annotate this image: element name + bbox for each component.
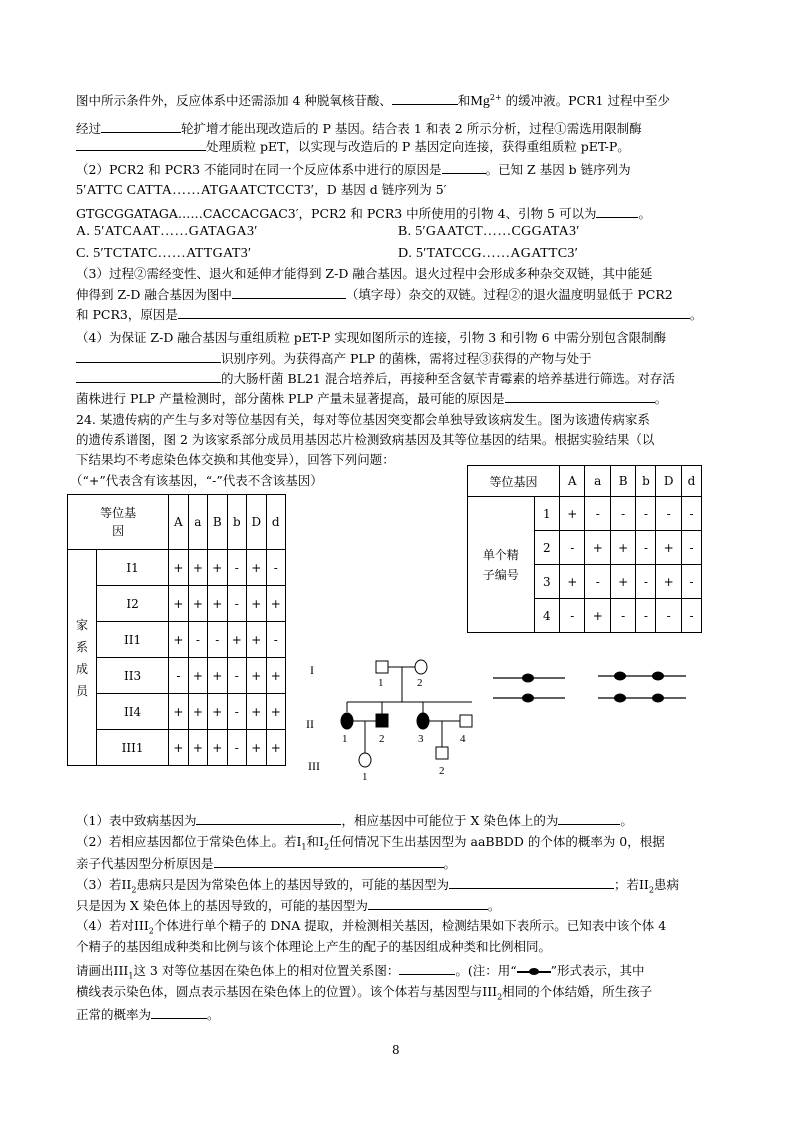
member-number: 1 — [362, 771, 368, 780]
sperm-id: 4 — [534, 599, 559, 633]
pedigree-diagram — [300, 650, 490, 780]
answer-blank — [232, 286, 346, 299]
text: 任何情况下生出基因型为 aaBBDD 的个体的概率为 0，根据 — [329, 834, 665, 849]
text: 。 — [638, 206, 651, 221]
female-unaffected — [359, 753, 371, 767]
sperm-label: 单个精 子编号 — [468, 497, 535, 633]
cell: + — [188, 730, 207, 766]
cell: - — [227, 694, 246, 730]
cell: + — [169, 694, 188, 730]
cell: - — [681, 599, 701, 633]
member-label: III1 — [97, 730, 169, 766]
cell: + — [188, 550, 207, 586]
cell: - — [681, 565, 701, 599]
cell: - — [636, 565, 656, 599]
chromosome-symbol-icon — [517, 967, 551, 977]
member-number: 2 — [417, 677, 423, 689]
option-a: A. 5′ATCAAT……GATAGA3′ — [76, 224, 258, 239]
text: 相同的个体结婚，所生孩子 — [502, 984, 653, 999]
member-number: 4 — [460, 733, 466, 745]
cell: - — [560, 599, 585, 633]
male-unaffected — [460, 715, 472, 727]
cell: + — [169, 586, 188, 622]
cell: + — [227, 622, 246, 658]
gen-label: I — [310, 663, 314, 677]
text: 经过 — [76, 121, 102, 136]
cell: - — [266, 550, 286, 586]
text-line — [76, 962, 645, 985]
member-label: II3 — [97, 658, 169, 694]
cell: + — [247, 730, 266, 766]
answer-blank — [214, 855, 444, 868]
cell: + — [208, 694, 227, 730]
cell: - — [636, 599, 656, 633]
text-line: （3）过程②需经变性、退火和延伸才能得到 Z-D 融合基因。退火过程中会形成多种杂交双链，其中能延 — [76, 266, 653, 281]
text-line: （4）为保证 Z-D 融合基因与重组质粒 pET-P 实现如图所示的连接，引物 3 和引物 6 中需分别包含限制酶 — [76, 330, 667, 345]
text: （2）若相应基因都位于常染色体上。若I — [76, 834, 302, 849]
text: 的大肠杆菌 BL21 混合培养后，再接种至含氨苄青霉素的培养基进行筛选。对存活 — [221, 371, 675, 386]
gene-dot — [522, 694, 534, 703]
page-number: 8 — [392, 1043, 400, 1057]
gene-dot — [652, 672, 664, 681]
text: 和 — [457, 93, 471, 109]
header-text: 等位基 — [100, 506, 137, 520]
cell: + — [610, 565, 635, 599]
text: （1）表中致病基因为 — [76, 813, 197, 828]
cell: - — [227, 550, 246, 586]
cell: + — [610, 531, 635, 565]
female-unaffected — [415, 660, 427, 674]
gene-dot — [652, 694, 664, 703]
member-number: 3 — [418, 733, 424, 745]
text: Mg — [470, 94, 490, 110]
cell: + — [247, 622, 266, 658]
text: （填字母）杂交的双链。过程②的退火温度明显低于 PCR2 — [345, 287, 673, 302]
cell: - — [656, 599, 681, 633]
text: 和I — [306, 834, 324, 849]
cell: + — [247, 550, 266, 586]
text-line: 的遗传系谱图，图 2 为该家系部分成员用基因芯片检测致病基因及其等位基因的结果。根据实验结果（以 — [76, 432, 655, 447]
text: ”形式表示，其中 — [550, 963, 645, 978]
superscript: 2+ — [489, 93, 502, 102]
subscript: 2 — [648, 885, 654, 895]
text: 个体进行单个精子的 DNA 提取，并检测相关基因，检测结果如下表所示。已知表中该个体 4 — [153, 918, 667, 933]
subscript: 1 — [301, 842, 307, 852]
cell: + — [560, 497, 585, 531]
member-label: II1 — [97, 622, 169, 658]
text-line — [76, 90, 670, 110]
cell: - — [585, 565, 610, 599]
cell: + — [169, 730, 188, 766]
cell: + — [208, 586, 227, 622]
text-line: 下结果均不考虑染色体交换和其他变异），回答下列问题： — [76, 452, 395, 467]
cell: + — [247, 658, 266, 694]
text: 伸得到 Z-D 融合基因为图中 — [76, 287, 232, 302]
answer-blank — [505, 390, 655, 403]
text: （3）若II — [76, 877, 132, 892]
member-number: 1 — [378, 677, 384, 689]
cell: - — [188, 622, 207, 658]
gene-header: d — [681, 466, 701, 497]
answer-blank — [76, 138, 206, 151]
text-line — [76, 390, 667, 407]
text: 患病只是因为常染色体上的基因导致的，可能的基因型为 — [136, 877, 449, 892]
answer-blank — [392, 92, 458, 105]
table-header — [68, 495, 169, 550]
text-line: 个精子的基因组成种类和比例与该个体理论上产生的配子的基因组成种类和比例相同。 — [76, 939, 552, 954]
cell: - — [208, 622, 227, 658]
cell: + — [560, 565, 585, 599]
option-c: C. 5′TCTATC……ATTGAT3′ — [76, 246, 252, 261]
subscript: 2 — [497, 992, 503, 1002]
gene-header: b — [227, 495, 246, 550]
cell: - — [656, 497, 681, 531]
subscript: 2 — [131, 885, 137, 895]
cell: + — [266, 658, 286, 694]
cell: + — [169, 550, 188, 586]
text-line — [76, 876, 679, 899]
gene-dot — [614, 672, 626, 681]
gene-dot — [614, 694, 626, 703]
option-d: D. 5′TATCCG……AGATTC3′ — [398, 246, 579, 261]
cell: - — [610, 497, 635, 531]
answer-blank — [76, 370, 221, 383]
cell: + — [247, 586, 266, 622]
answer-blank — [449, 876, 614, 889]
cell: - — [266, 622, 286, 658]
female-affected — [341, 713, 353, 729]
cell: + — [266, 586, 286, 622]
text: （2）PCR2 和 PCR3 不能同时在同一个反应体系中进行的原因是 — [76, 162, 442, 177]
text: 。 — [207, 1007, 220, 1022]
gene-header: A — [560, 466, 585, 497]
member-label: II4 — [97, 694, 169, 730]
cell: - — [585, 497, 610, 531]
text-line — [76, 205, 651, 222]
gene-header: d — [266, 495, 286, 550]
cell: - — [227, 730, 246, 766]
gene-header: D — [656, 466, 681, 497]
text: 和 PCR3，原因是 — [76, 307, 178, 322]
cell: - — [610, 599, 635, 633]
answer-blank — [558, 812, 620, 825]
member-label: I1 — [97, 550, 169, 586]
male-unaffected — [436, 747, 448, 759]
text-line — [76, 182, 447, 199]
table-header: 等位基因 — [468, 466, 560, 497]
text: 。 — [487, 898, 501, 913]
header-text: 因 — [112, 524, 125, 538]
text: ，相应基因中可能位于 X 染色体上的为 — [341, 813, 559, 828]
cell: + — [656, 531, 681, 565]
male-affected — [376, 714, 388, 727]
text: 。 — [620, 813, 633, 828]
text-line — [76, 812, 633, 829]
cell: + — [188, 586, 207, 622]
text: 正常的概率为 — [76, 1007, 152, 1022]
text: 识别序列。为获得高产 PLP 的菌株，需将过程③获得的产物与处于 — [221, 351, 592, 366]
text: 。(注：用“ — [455, 963, 517, 978]
text-line — [76, 306, 702, 323]
answer-blank — [151, 1006, 207, 1019]
text: 。 — [654, 391, 668, 406]
cell: - — [227, 586, 246, 622]
gene-header: B — [610, 466, 635, 497]
gen-label: II — [306, 717, 314, 731]
text-line: 24. 某遗传病的产生与多对等位基因有关，每对等位基因突变都会单独导致该病发生。图为该遗传病家系 — [76, 412, 650, 427]
answer-blank — [596, 205, 638, 218]
cell: - — [636, 531, 656, 565]
answer-blank — [178, 306, 690, 319]
text: GTGCGGATAGA……CACCACGAC3′，PCR2 和 PCR3 中所使用的引物 4、引物 5 可以为 — [76, 206, 597, 221]
answer-blank — [368, 897, 488, 910]
answer-blank — [442, 161, 486, 174]
sperm-gene-table — [467, 465, 702, 633]
answer-blank — [76, 350, 221, 363]
text-line — [76, 350, 592, 367]
text: ；若II — [613, 877, 649, 892]
text-line — [76, 286, 673, 303]
subscript: 1 — [128, 971, 134, 981]
cell: + — [247, 694, 266, 730]
gene-header: D — [247, 495, 266, 550]
cell: - — [227, 658, 246, 694]
option-b: B. 5′GAATCT……CGGATA3′ — [398, 224, 580, 239]
text: ，D 基因 d 链序列为 5′ — [314, 182, 447, 197]
text-line — [76, 897, 500, 914]
text-line — [76, 918, 666, 940]
answer-blank — [101, 120, 181, 133]
text: （4）若对III — [76, 918, 149, 933]
answer-blank — [399, 962, 455, 975]
member-number: 2 — [439, 765, 445, 777]
cell: + — [208, 658, 227, 694]
cell: + — [266, 694, 286, 730]
gene-header: b — [636, 466, 656, 497]
cell: + — [585, 599, 610, 633]
sperm-id: 1 — [534, 497, 559, 531]
gene-header: A — [169, 495, 188, 550]
cell: + — [208, 550, 227, 586]
female-affected — [417, 713, 429, 729]
text: 只是因为 X 染色体上的基因导致的，可能的基因型为 — [76, 898, 368, 913]
text: 亲子代基因型分析原因是 — [76, 856, 214, 871]
member-number: 2 — [379, 733, 385, 745]
cell: + — [656, 565, 681, 599]
text-line — [76, 161, 631, 178]
gen-label: III — [308, 759, 320, 773]
subscript: 2 — [323, 842, 330, 852]
text-line — [76, 984, 652, 1006]
sperm-id: 3 — [534, 565, 559, 599]
text: 横线表示染色体，圆点表示基因在染色体上的位置）。该个体若与基因型与III — [76, 984, 498, 999]
text-line — [76, 120, 642, 137]
text-line — [76, 834, 665, 856]
cell: + — [188, 694, 207, 730]
cell: + — [169, 622, 188, 658]
member-number: 1 — [342, 733, 348, 745]
text: 菌株进行 PLP 产量检测时，部分菌株 PLP 产量未显著提高，最可能的原因是 — [76, 391, 505, 406]
gene-header: a — [585, 466, 610, 497]
text: 请画出III — [76, 963, 129, 978]
cell: - — [169, 658, 188, 694]
chromosome-examples — [490, 665, 700, 715]
sequence: 5′ATTC CATTA……ATGAATCTCCT3′ — [76, 183, 315, 198]
text: 图中所示条件外，反应体系中还需添加 4 种脱氧核苷酸、 — [76, 93, 392, 109]
cell: + — [266, 730, 286, 766]
text-line — [76, 1006, 220, 1023]
text: 患病 — [653, 877, 679, 892]
text-line — [76, 855, 456, 872]
text-line — [76, 138, 630, 155]
cell: + — [208, 730, 227, 766]
cell: - — [681, 497, 701, 531]
legend-note: （“+”代表含有该基因，“-”代表不含该基因） — [70, 473, 323, 488]
text: 轮扩增才能出现改造后的 P 基因。结合表 1 和表 2 所示分析，过程①需选用限制酶 — [181, 121, 642, 136]
gene-header: B — [208, 495, 227, 550]
text: 的缓冲液。PCR1 过程中至少 — [501, 93, 670, 109]
sperm-id: 2 — [534, 531, 559, 565]
cell: - — [636, 497, 656, 531]
text: 。已知 Z 基因 b 链序列为 — [485, 162, 631, 177]
text-line — [76, 370, 675, 387]
text: 。 — [689, 307, 703, 322]
subscript: 2 — [148, 926, 154, 936]
cell: - — [560, 531, 585, 565]
gene-dot — [522, 674, 534, 683]
text: 。 — [443, 856, 457, 871]
family-gene-table — [67, 494, 286, 766]
group-label: 家 系 成 员 — [68, 550, 97, 766]
cell: - — [681, 531, 701, 565]
answer-blank — [196, 812, 341, 825]
male-unaffected — [376, 661, 388, 673]
cell: + — [585, 531, 610, 565]
text: 处理质粒 pET，以实现与改造后的 P 基因定向连接，获得重组质粒 pET-P。 — [206, 139, 630, 154]
member-label: I2 — [97, 586, 169, 622]
cell: + — [188, 658, 207, 694]
text: 这 3 对等位基因在染色体上的相对位置关系图： — [133, 963, 400, 978]
gene-header: a — [188, 495, 207, 550]
